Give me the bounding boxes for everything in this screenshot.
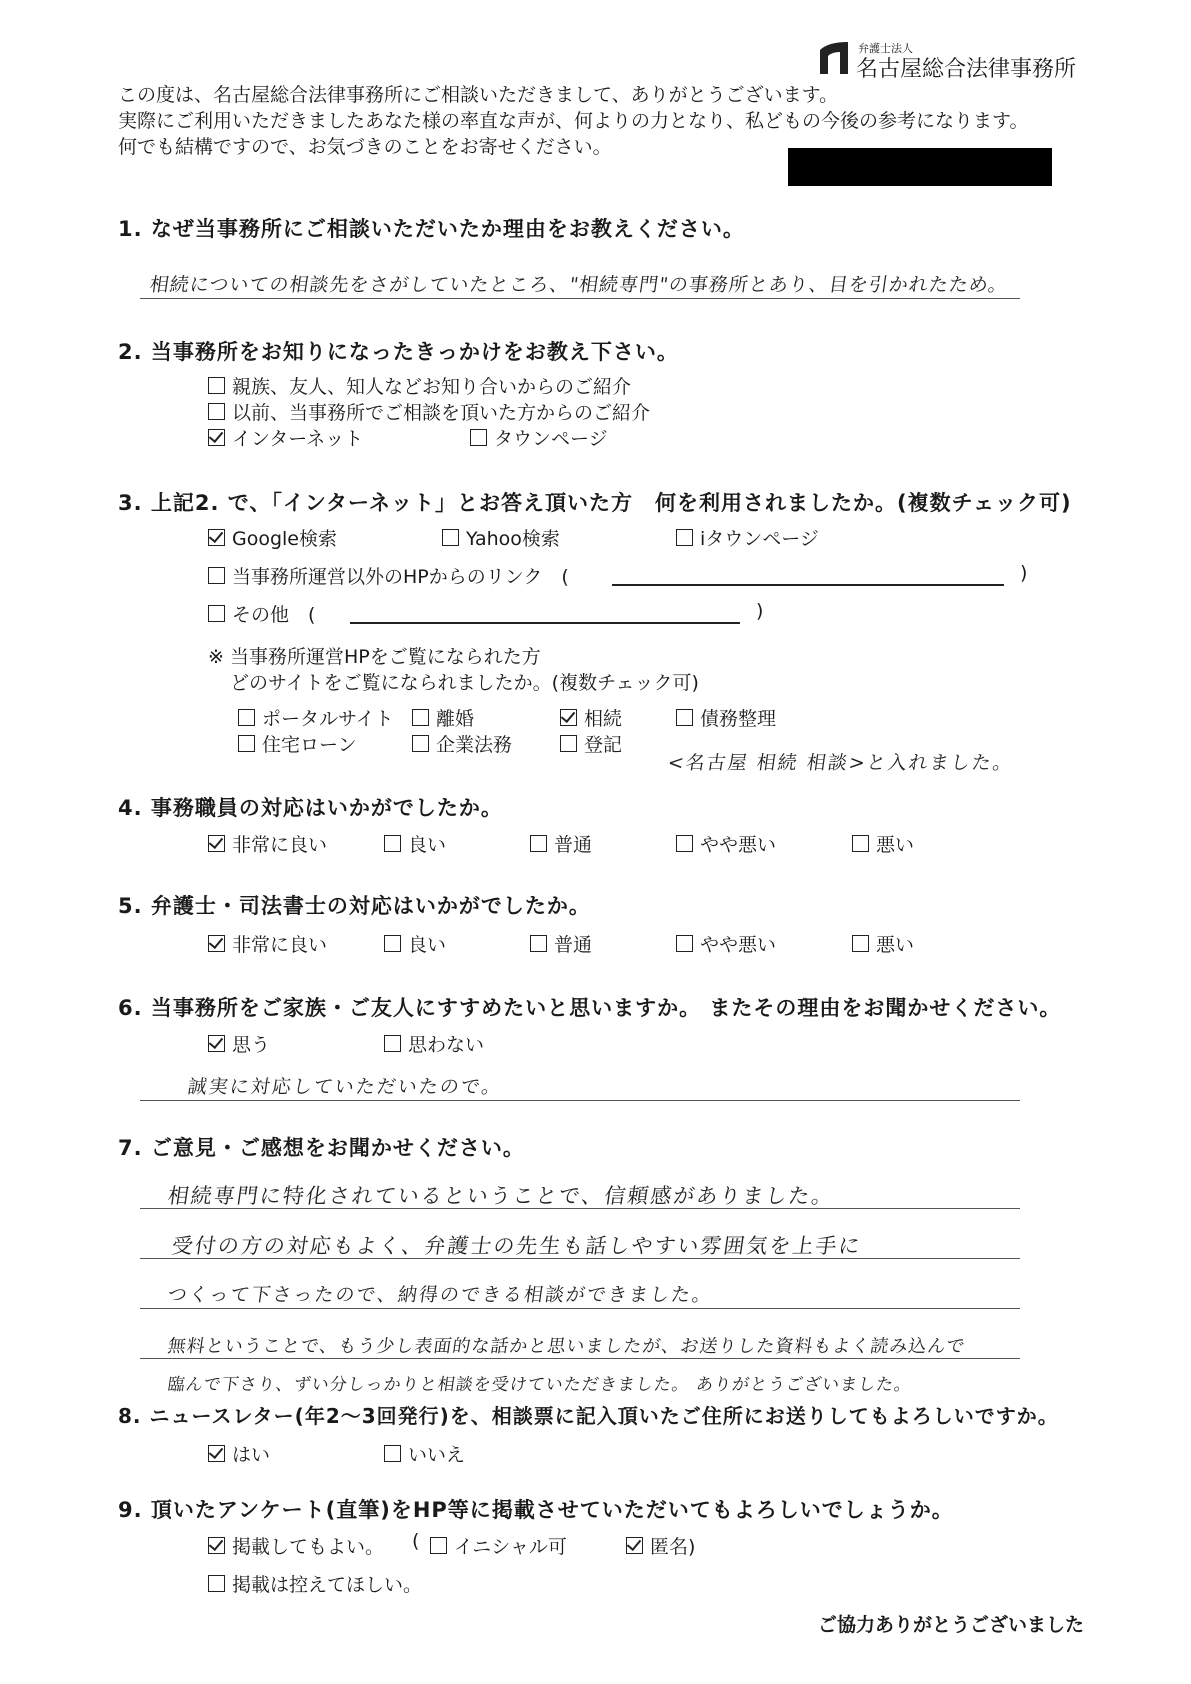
q7-line-3: つくって下さったので、納得のできる相談ができました。 (166, 1284, 715, 1306)
q3-site-checkbox-3[interactable] (676, 709, 693, 726)
q3-other-blank[interactable] (350, 622, 740, 624)
q3-site-checkbox-4[interactable] (238, 735, 255, 752)
q4-option-very-good[interactable] (208, 830, 327, 857)
q9-checkbox-anonymous[interactable] (626, 1537, 643, 1554)
q8-option-yes[interactable] (208, 1440, 270, 1467)
q7-line-5: 臨んで下さり、ずい分しっかりと相談を受けていただきました。 ありがとうございました。 (166, 1375, 914, 1395)
q3-site-divorce[interactable] (412, 704, 474, 731)
q3-site-label: 相続 (584, 708, 623, 730)
question-6: 6. 当事務所をご家族・ご友人にすすめたいと思いますか。 またその理由をお聞かせください。 (118, 996, 1062, 1020)
q3-site-label: 住宅ローン (262, 734, 357, 756)
question-3: 3. 上記2. で、「インターネット」とお答え頂いた方 何を利用されましたか。(複数チェック可) (118, 491, 1072, 515)
q3-site-debt[interactable] (676, 704, 776, 731)
q9-option-label: イニシャル可 (454, 1536, 567, 1558)
q3-checkbox-4[interactable] (208, 605, 225, 622)
q4-option-good[interactable] (384, 830, 446, 857)
q7-rule-1 (140, 1208, 1020, 1209)
q8-checkbox-0[interactable] (208, 1445, 225, 1462)
q2-checkbox-3[interactable] (470, 429, 487, 446)
q9-option-label: 掲載は控えてほしい。 (232, 1574, 423, 1596)
q3-handwritten-note: <名古屋 相続 相談>と入れました。 (666, 752, 1016, 774)
q2-option-townpage[interactable] (470, 424, 608, 451)
q9-checkbox-decline[interactable] (208, 1575, 225, 1592)
q2-option-referral[interactable] (208, 398, 650, 425)
q3-site-inheritance[interactable] (560, 704, 622, 731)
q4-option-somewhat-bad[interactable] (676, 830, 776, 857)
q8-checkbox-1[interactable] (384, 1445, 401, 1462)
q3-option-yahoo[interactable] (442, 524, 560, 551)
q2-checkbox-2[interactable] (208, 429, 225, 446)
answer-6-rule (140, 1100, 1020, 1101)
q2-option-acquaintance[interactable] (208, 372, 631, 399)
q3-close-paren-2: ) (756, 600, 764, 622)
q3-checkbox-0[interactable] (208, 529, 225, 546)
q2-option-label: 以前、当事務所でご相談を頂いた方からのご紹介 (232, 402, 651, 424)
q9-checkbox-initial[interactable] (430, 1537, 447, 1554)
q3-option-google[interactable] (208, 524, 337, 551)
q3-note-line-2: どのサイトをご覧になられましたか。(複数チェック可) (230, 672, 699, 694)
q3-site-label: 企業法務 (436, 734, 513, 756)
q3-site-label: ポータルサイト (262, 708, 394, 730)
q7-line-4: 無料ということで、もう少し表面的な話かと思いましたが、お送りした資料もよく読み込んで (166, 1336, 967, 1357)
q3-option-itownpage[interactable] (676, 524, 819, 551)
q2-checkbox-1[interactable] (208, 403, 225, 420)
q4-option-bad[interactable] (852, 830, 914, 857)
q4-checkbox-1[interactable] (384, 835, 401, 852)
firm-name: 名古屋総合法律事務所 (856, 57, 1077, 82)
q3-site-label: 離婚 (436, 708, 475, 730)
intro-line-1: この度は、名古屋総合法律事務所にご相談いただきまして、ありがとうございます。 (118, 84, 839, 106)
q4-option-label: 悪い (876, 834, 915, 856)
firm-small-label: 弁護士法人 (858, 42, 913, 55)
q5-option-bad[interactable] (852, 930, 914, 957)
firm-logo (818, 40, 850, 78)
q3-option-other[interactable] (208, 600, 315, 627)
q5-option-label: 悪い (876, 934, 915, 956)
q5-checkbox-2[interactable] (530, 935, 547, 952)
question-4: 4. 事務職員の対応はいかがでしたか。 (118, 796, 503, 820)
q3-site-checkbox-0[interactable] (238, 709, 255, 726)
q3-option-label: 当事務所運営以外のHPからのリンク ( (232, 566, 569, 588)
q6-option-no[interactable] (384, 1030, 484, 1057)
q5-checkbox-3[interactable] (676, 935, 693, 952)
q3-checkbox-2[interactable] (676, 529, 693, 546)
q9-option-publish[interactable] (208, 1532, 384, 1559)
intro-line-3: 何でも結構ですので、お気づきのことをお寄せください。 (118, 136, 612, 158)
q3-option-label: その他 ( (232, 604, 316, 626)
q4-option-label: 非常に良い (232, 834, 328, 856)
question-8: 8. ニュースレター(年2〜3回発行)を、相談票に記入頂いたご住所にお送りしてもよろしいですか。 (118, 1404, 1059, 1428)
q5-option-label: 普通 (554, 934, 593, 956)
q7-rule-4 (140, 1358, 1020, 1359)
q3-site-checkbox-6[interactable] (560, 735, 577, 752)
q8-option-label: いいえ (408, 1444, 466, 1466)
q2-option-label: 親族、友人、知人などお知り合いからのご紹介 (232, 376, 632, 398)
q3-option-label: Yahoo検索 (466, 528, 560, 550)
q7-line-1: 相続専門に特化されているということで、信頼感がありました。 (166, 1184, 837, 1208)
answer-1-rule (140, 298, 1020, 299)
q5-checkbox-1[interactable] (384, 935, 401, 952)
intro-line-2: 実際にご利用いただきましたあなた様の率直な声が、何よりの力となり、私どもの今後の参考になります。 (118, 110, 1029, 132)
question-7: 7. ご意見・ご感想をお聞かせください。 (118, 1136, 525, 1160)
q5-option-label: 非常に良い (232, 934, 328, 956)
q5-option-good[interactable] (384, 930, 446, 957)
q8-option-no[interactable] (384, 1440, 465, 1467)
q6-option-label: 思う (232, 1034, 271, 1056)
q3-site-checkbox-2[interactable] (560, 709, 577, 726)
q3-site-registration[interactable] (560, 730, 622, 757)
q4-option-average[interactable] (530, 830, 592, 857)
q4-option-label: 良い (408, 834, 447, 856)
q9-checkbox-publish[interactable] (208, 1537, 225, 1554)
q3-site-checkbox-1[interactable] (412, 709, 429, 726)
q3-site-label: 登記 (584, 734, 623, 756)
q4-option-label: やや悪い (700, 834, 777, 856)
q7-rule-2 (140, 1258, 1020, 1259)
q5-option-label: 良い (408, 934, 447, 956)
q9-option-initial[interactable] (430, 1532, 567, 1559)
q2-option-label: タウンページ (494, 428, 608, 450)
q6-checkbox-0[interactable] (208, 1035, 225, 1052)
question-9: 9. 頂いたアンケート(直筆)をHP等に掲載させていただいてもよろしいでしょうか。 (118, 1498, 954, 1522)
redaction-block (788, 148, 1052, 186)
q7-line-2: 受付の方の対応もよく、弁護士の先生も話しやすい雰囲気を上手に (170, 1234, 864, 1258)
q6-option-label: 思わない (408, 1034, 485, 1056)
q8-option-label: はい (232, 1444, 271, 1466)
q3-site-corporate[interactable] (412, 730, 512, 757)
q3-site-label: 債務整理 (700, 708, 777, 730)
question-5: 5. 弁護士・司法書士の対応はいかがでしたか。 (118, 894, 591, 918)
q2-option-label: インターネット (232, 428, 364, 450)
q5-checkbox-4[interactable] (852, 935, 869, 952)
q3-close-paren-1: ) (1020, 562, 1028, 584)
q7-rule-3 (140, 1308, 1020, 1309)
q3-checkbox-1[interactable] (442, 529, 459, 546)
q9-option-label: 掲載してもよい。 (232, 1536, 385, 1558)
firm-logo-icon (818, 40, 850, 74)
question-2: 2. 当事務所をお知りになったきっかけをお教え下さい。 (118, 340, 679, 364)
q3-external-link-blank[interactable] (612, 584, 1004, 586)
q3-option-external-link[interactable] (208, 562, 569, 589)
q9-open-paren: ( (412, 1530, 420, 1552)
q3-site-checkbox-5[interactable] (412, 735, 429, 752)
q5-option-somewhat-bad[interactable] (676, 930, 776, 957)
q4-checkbox-4[interactable] (852, 835, 869, 852)
q5-option-label: やや悪い (700, 934, 777, 956)
q9-option-label: 匿名) (650, 1536, 696, 1558)
answer-1: 相続についての相談先をさがしていたところ、"相続専門"の事務所とあり、目を引かれたため。 (148, 274, 1010, 296)
q5-checkbox-0[interactable] (208, 935, 225, 952)
q3-note-line-1: ※ 当事務所運営HPをご覧になられた方 (208, 646, 541, 668)
q4-checkbox-2[interactable] (530, 835, 547, 852)
q3-option-label: Google検索 (232, 528, 338, 550)
q3-site-portal[interactable] (238, 704, 394, 731)
q4-option-label: 普通 (554, 834, 593, 856)
q3-checkbox-3[interactable] (208, 567, 225, 584)
q3-site-mortgage[interactable] (238, 730, 357, 757)
q4-checkbox-0[interactable] (208, 835, 225, 852)
footer-thanks: ご協力ありがとうございました (818, 1614, 1085, 1636)
question-1: 1. なぜ当事務所にご相談いただいたか理由をお教えください。 (118, 217, 745, 241)
q5-option-average[interactable] (530, 930, 592, 957)
q6-option-yes[interactable] (208, 1030, 270, 1057)
q9-option-decline[interactable] (208, 1570, 422, 1597)
q9-option-anonymous[interactable] (626, 1532, 695, 1559)
q6-checkbox-1[interactable] (384, 1035, 401, 1052)
q5-option-very-good[interactable] (208, 930, 327, 957)
q2-checkbox-0[interactable] (208, 377, 225, 394)
q2-option-internet[interactable] (208, 424, 363, 451)
q3-option-label: iタウンページ (700, 528, 819, 550)
answer-6: 誠実に対応していただいたので。 (186, 1076, 504, 1098)
q4-checkbox-3[interactable] (676, 835, 693, 852)
